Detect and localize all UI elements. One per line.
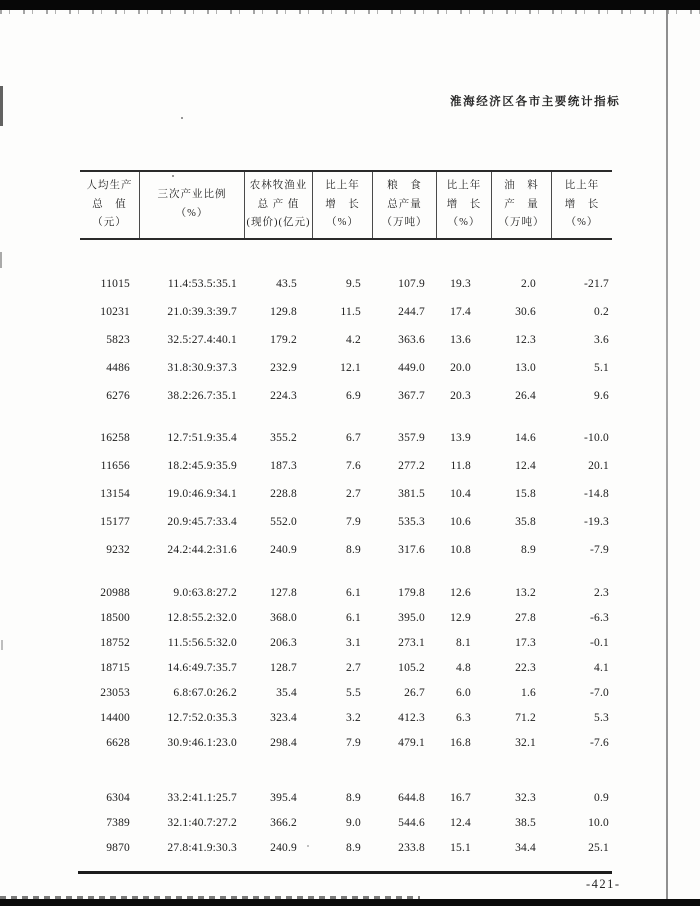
column-header-line: 产 量 (504, 198, 539, 210)
column-header-line: 比上年 (446, 179, 482, 191)
scan-noise-mark (0, 86, 3, 126)
column-header-line: 总 值 (92, 198, 127, 210)
row-group (80, 424, 612, 564)
table-cell: 298.4 (270, 736, 297, 749)
table-row (80, 785, 612, 810)
table-cell: 15177 (100, 516, 130, 528)
table-cell: 12.4 (515, 460, 536, 472)
table-cell: 6276 (106, 390, 130, 402)
column-header-line: 增 长 (325, 198, 360, 210)
table-cell: 4.8 (456, 661, 471, 674)
table-cell: 2.7 (346, 661, 361, 674)
table-row (80, 680, 612, 705)
table-cell: 20.0 (450, 362, 471, 374)
table-row (80, 835, 612, 860)
table-cell: 0.2 (594, 306, 609, 318)
column-header-line: （万吨） (498, 217, 545, 229)
table-row (80, 508, 612, 536)
table-cell: 12.8:55.2:32.0 (167, 611, 237, 624)
table-cell: 38.2:26.7:35.1 (167, 390, 237, 402)
column-header-line: 比上年 (325, 179, 360, 191)
table-cell: 35.4 (276, 686, 297, 699)
table-cell: 317.6 (398, 544, 425, 556)
table-cell: 9870 (106, 841, 130, 854)
column-header-oil-output (492, 172, 552, 238)
column-header-line: 总 产 值 (257, 198, 300, 210)
table-cell: 10.0 (588, 816, 609, 829)
table-cell: 179.2 (270, 334, 297, 346)
table-cell: 3.6 (594, 334, 609, 346)
table-cell: -21.7 (584, 278, 609, 290)
column-header-line: （%） (565, 217, 599, 229)
table-cell: 11.5:56.5:32.0 (167, 636, 237, 649)
table-cell: -7.6 (589, 736, 609, 749)
table-cell: -14.8 (584, 488, 609, 500)
column-header-line: 增 长 (446, 198, 482, 210)
table-cell: 5.5 (346, 686, 361, 699)
column-header-line: （%） (447, 217, 481, 229)
table-cell: 12.6 (450, 586, 471, 599)
table-cell: 11.4:53.5:35.1 (167, 278, 237, 290)
scan-edge-top (0, 0, 700, 10)
table-cell: 9.0 (346, 816, 361, 829)
table-cell: 8.9 (346, 544, 361, 556)
table-cell: 128.7 (270, 661, 297, 674)
table-cell: 16.8 (450, 736, 471, 749)
page-binding-line (666, 10, 668, 899)
table-cell: 357.9 (398, 432, 425, 444)
table-cell: 129.8 (270, 306, 297, 318)
table-cell: 544.6 (398, 816, 425, 829)
column-header-line: （万吨） (381, 217, 428, 229)
table-cell: 26.7 (404, 686, 425, 699)
table-cell: 7.9 (346, 516, 361, 528)
column-header-line: （%） (175, 208, 209, 219)
table-cell: 3.1 (346, 636, 361, 649)
table-cell: 25.1 (588, 841, 609, 854)
table-cell: 395.4 (270, 791, 297, 804)
table-cell: 20.9:45.7:33.4 (167, 516, 237, 528)
table-cell: 12.3 (515, 334, 536, 346)
column-header-line: （元） (92, 217, 127, 229)
table-cell: 15.1 (450, 841, 471, 854)
table-cell: 244.7 (398, 306, 425, 318)
table-row (80, 810, 612, 835)
table-cell: 3.2 (346, 711, 361, 724)
table-cell: 9232 (106, 544, 130, 556)
scan-noise-mark (1, 640, 3, 650)
table-row (80, 270, 612, 298)
column-header-line: 总产量 (387, 198, 422, 210)
table-cell: 12.9 (450, 611, 471, 624)
column-header-growth-oil (552, 172, 612, 238)
table-cell: 644.8 (398, 791, 425, 804)
table-cell: 31.8:30.9:37.3 (167, 362, 237, 374)
table-cell: 16258 (100, 432, 130, 444)
table-cell: 412.3 (398, 711, 425, 724)
column-header-industry-ratio (140, 172, 245, 238)
table-cell: 13.6 (450, 334, 471, 346)
table-cell: -7.0 (589, 686, 609, 699)
table-cell: -0.1 (589, 636, 609, 649)
table-cell: 2.7 (346, 488, 361, 500)
table-cell: 6.3 (456, 711, 471, 724)
table-cell: 18715 (100, 661, 130, 674)
table-cell: 26.4 (515, 390, 536, 402)
table-cell: 4.1 (594, 661, 609, 674)
table-cell: 27.8:41.9:30.3 (167, 841, 237, 854)
table-cell: 8.9 (346, 841, 361, 854)
table-cell: 10.6 (450, 516, 471, 528)
table-cell: 232.9 (270, 362, 297, 374)
table-cell: 363.6 (398, 334, 425, 346)
table-cell: 30.9:46.1:23.0 (167, 736, 237, 749)
table-cell: 32.1 (515, 736, 536, 749)
table-cell: 355.2 (270, 432, 297, 444)
column-header-line: 增 长 (564, 198, 600, 210)
table-cell: 273.1 (398, 636, 425, 649)
table-cell: 16.7 (450, 791, 471, 804)
table-cell: 18500 (100, 611, 130, 624)
table-cell: 8.9 (521, 544, 536, 556)
table-cell: 11656 (100, 460, 130, 472)
table-row (80, 630, 612, 655)
table-cell: 19.0:46.9:34.1 (167, 488, 237, 500)
table-cell: 9.5 (346, 278, 361, 290)
table-cell: 368.0 (270, 611, 297, 624)
table-cell: 0.9 (594, 791, 609, 804)
table-cell: -10.0 (584, 432, 609, 444)
column-header-line: 比上年 (564, 179, 600, 191)
table-cell: 8.9 (346, 791, 361, 804)
table-row (80, 655, 612, 680)
table-row (80, 424, 612, 452)
table-cell: 6628 (106, 736, 130, 749)
statistics-table (80, 170, 612, 860)
table-row (80, 326, 612, 354)
table-cell: 12.7:51.9:35.4 (167, 432, 237, 444)
table-row (80, 354, 612, 382)
table-cell: 5.1 (594, 362, 609, 374)
table-cell: 43.5 (276, 278, 297, 290)
table-cell: 27.8 (515, 611, 536, 624)
table-body (80, 240, 612, 860)
table-cell: 233.8 (398, 841, 425, 854)
table-cell: 11.8 (450, 460, 471, 472)
table-header-row (80, 170, 612, 240)
table-cell: 6.1 (346, 611, 361, 624)
table-cell: 367.7 (398, 390, 425, 402)
table-cell: 71.2 (515, 711, 536, 724)
table-cell: 33.2:41.1:25.7 (167, 791, 237, 804)
table-cell: 12.1 (340, 362, 361, 374)
column-header-line: 油 料 (504, 179, 539, 191)
table-cell: 6.0 (456, 686, 471, 699)
table-cell: 381.5 (398, 488, 425, 500)
scan-speck (181, 117, 183, 119)
table-row (80, 298, 612, 326)
table-row (80, 536, 612, 564)
table-cell: 17.3 (515, 636, 536, 649)
table-cell: 7389 (106, 816, 130, 829)
table-cell: 2.3 (594, 586, 609, 599)
table-cell: 9.6 (594, 390, 609, 402)
table-cell: 107.9 (398, 278, 425, 290)
table-cell: 20988 (100, 586, 130, 599)
table-cell: 535.3 (398, 516, 425, 528)
table-cell: 277.2 (398, 460, 425, 472)
table-cell: 449.0 (398, 362, 425, 374)
table-cell: 4486 (106, 362, 130, 374)
table-cell: 552.0 (270, 516, 297, 528)
table-cell: 21.0:39.3:39.7 (167, 306, 237, 318)
scan-edge-bottom (0, 899, 700, 906)
table-cell: 13.0 (515, 362, 536, 374)
table-cell: 32.1:40.7:27.2 (167, 816, 237, 829)
table-cell: -6.3 (589, 611, 609, 624)
table-cell: 127.8 (270, 586, 297, 599)
table-cell: 323.4 (270, 711, 297, 724)
table-row (80, 452, 612, 480)
table-cell: 19.3 (450, 278, 471, 290)
table-cell: 18.2:45.9:35.9 (167, 460, 237, 472)
table-cell: 13.2 (515, 586, 536, 599)
table-cell: 1.6 (521, 686, 536, 699)
table-cell: 7.6 (346, 460, 361, 472)
table-cell: 34.4 (515, 841, 536, 854)
table-cell: 13154 (100, 488, 130, 500)
table-cell: 187.3 (270, 460, 297, 472)
table-cell: 35.8 (515, 516, 536, 528)
column-header-line: （%） (326, 217, 359, 229)
table-row (80, 605, 612, 630)
table-cell: 479.1 (398, 736, 425, 749)
column-header-grain-output (373, 172, 437, 238)
row-group (80, 270, 612, 410)
column-header-line: 三次产业比例 (157, 189, 227, 201)
table-cell: 10231 (100, 306, 130, 318)
table-cell: 14.6 (515, 432, 536, 444)
column-header-line: (现价)(亿元) (246, 217, 311, 229)
table-cell: 15.8 (515, 488, 536, 500)
table-cell: 9.0:63.8:27.2 (173, 586, 237, 599)
table-cell: 38.5 (515, 816, 536, 829)
table-cell: 179.8 (398, 586, 425, 599)
table-row (80, 480, 612, 508)
table-cell: 5823 (106, 334, 130, 346)
table-cell: -19.3 (584, 516, 609, 528)
table-cell: 14.6:49.7:35.7 (167, 661, 237, 674)
column-header-per-capita-gdp (80, 172, 140, 238)
table-cell: 10.4 (450, 488, 471, 500)
table-cell: 6.1 (346, 586, 361, 599)
table-cell: -7.9 (589, 544, 609, 556)
table-cell: 6304 (106, 791, 130, 804)
page-title: 淮海经济区各市主要统计指标 (450, 96, 621, 108)
table-cell: 240.9 (270, 841, 297, 854)
table-cell: 18752 (100, 636, 130, 649)
table-cell: 30.6 (515, 306, 536, 318)
table-cell: 32.5:27.4:40.1 (167, 334, 237, 346)
column-header-growth-grain (437, 172, 492, 238)
column-header-line: 农林牧渔业 (249, 179, 308, 191)
table-cell: 12.7:52.0:35.3 (167, 711, 237, 724)
table-cell: 395.0 (398, 611, 425, 624)
table-cell: 22.3 (515, 661, 536, 674)
column-header-growth-farm (313, 172, 373, 238)
table-row (80, 580, 612, 605)
table-cell: 224.3 (270, 390, 297, 402)
scan-noise-mark (0, 252, 2, 268)
table-cell: 5.3 (594, 711, 609, 724)
table-cell: 10.8 (450, 544, 471, 556)
table-cell: 24.2:44.2:31.6 (167, 544, 237, 556)
column-header-line: 人均生产 (86, 179, 133, 191)
table-cell: 17.4 (450, 306, 471, 318)
table-cell: 6.7 (346, 432, 361, 444)
table-cell: 6.9 (346, 390, 361, 402)
table-cell: 32.3 (515, 791, 536, 804)
page-number: -421- (586, 877, 621, 891)
table-row (80, 730, 612, 755)
table-cell: 14400 (100, 711, 130, 724)
table-cell: 7.9 (346, 736, 361, 749)
table-cell: 23053 (100, 686, 130, 699)
column-header-line: 粮 食 (387, 179, 422, 191)
column-header-farm-output-value (245, 172, 313, 238)
table-cell: 240.9 (270, 544, 297, 556)
table-cell: 11.5 (340, 306, 361, 318)
table-cell: 206.3 (270, 636, 297, 649)
table-row (80, 705, 612, 730)
table-cell: 12.4 (450, 816, 471, 829)
table-row (80, 382, 612, 410)
table-cell: 13.9 (450, 432, 471, 444)
table-cell: 20.3 (450, 390, 471, 402)
table-cell: 366.2 (270, 816, 297, 829)
table-cell: 11015 (100, 278, 130, 290)
row-group (80, 785, 612, 860)
table-cell: 2.0 (521, 278, 536, 290)
table-cell: 20.1 (588, 460, 609, 472)
table-cell: 4.2 (346, 334, 361, 346)
table-cell: 228.8 (270, 488, 297, 500)
table-cell: 6.8:67.0:26.2 (173, 686, 237, 699)
row-group (80, 580, 612, 755)
table-bottom-rule (78, 871, 612, 874)
table-cell: 105.2 (398, 661, 425, 674)
table-cell: 8.1 (456, 636, 471, 649)
